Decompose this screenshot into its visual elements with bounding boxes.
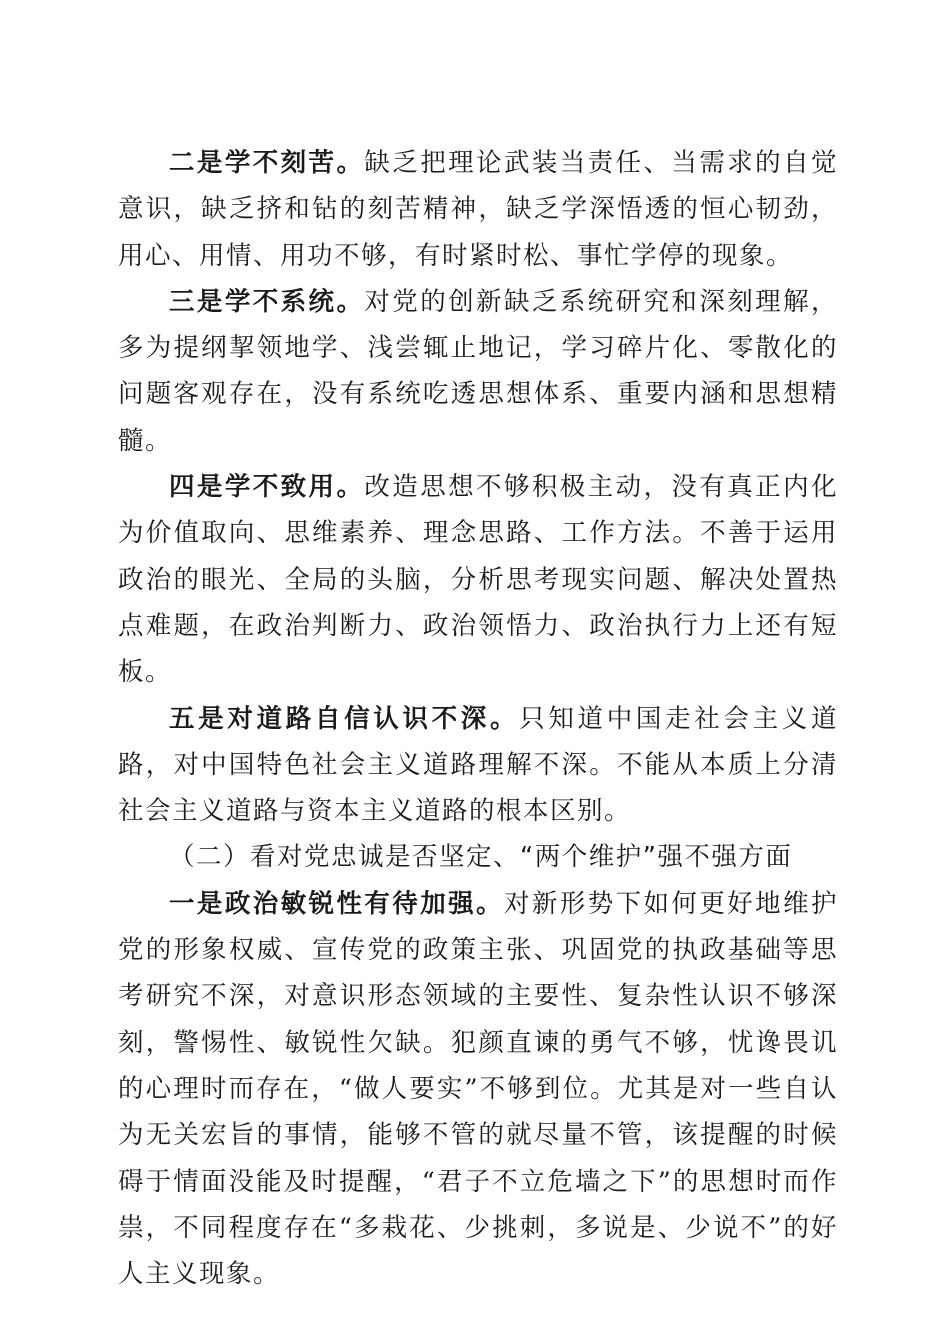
paragraph-4 (118, 464, 838, 695)
paragraph-body: 只知道中国走社会主义道路，对中国特色社会主义道路理解不深。不能从本质上分清社会主义道路与资本主义道路的根本区别。 (118, 703, 838, 827)
paragraph-lead: 二是学不刻苦。 (169, 148, 365, 178)
paragraph-lead: 三是学不系统。 (169, 286, 365, 317)
paragraph-body: 改造思想不够积极主动，没有真正内化为价值取向、思维素养、理念思路、工作方法。不善于运用政治的眼光、全局的头脑，分析思考现实问题、解决处置热点难题，在政治判断力、政治领悟力、政治执行力上还有短板。 (118, 472, 838, 688)
paragraph-2 (118, 140, 838, 279)
paragraph-body: 对党的创新缺乏系统研究和深刻理解，多为提纲挈领地学、浅尝辄止地记，学习碎片化、零散化的问题客观存在，没有系统吃透思想体系、重要内涵和思想精髓。 (118, 286, 838, 456)
paragraph-lead: 五是对道路自信认识不深。 (169, 703, 520, 734)
section-heading: （二）看对党忠诚是否坚定、“两个维护”强不强方面 (169, 842, 793, 873)
paragraph-5 (118, 696, 838, 835)
paragraph-3 (118, 279, 838, 464)
paragraph-body: 对新形势下如何更好地维护党的形象权威、宣传党的政策主张、巩固党的执政基础等思考研究不深，对意识形态领域的主要性、复杂性认识不够深刻，警惕性、敏锐性欠缺。犯颜直谏的勇气不够，忧谗畏讥的心理时而存在，“做人要实”不够到位。尤其是对一些自认为无关宏旨的事情，能够不管的就尽量不管，该提醒的时候碍于情面没能及时提醒，“君子不立危墙之下”的思想时而作祟，不同程度存在“多栽花、少挑刺，多说是、少说不”的好人主义现象。 (118, 888, 838, 1290)
paragraph-lead: 四是学不致用。 (169, 472, 365, 503)
document-page (118, 140, 838, 1297)
paragraph-lead: 一是政治敏锐性有待加强。 (169, 888, 504, 919)
paragraph-body: 缺乏把理论武装当责任、当需求的自觉意识，缺乏挤和钻的刻苦精神，缺乏学深悟透的恒心韧劲，用心、用情、用功不够，有时紧时松、事忙学停的现象。 (118, 148, 838, 271)
section-paragraph-1 (118, 881, 838, 1298)
